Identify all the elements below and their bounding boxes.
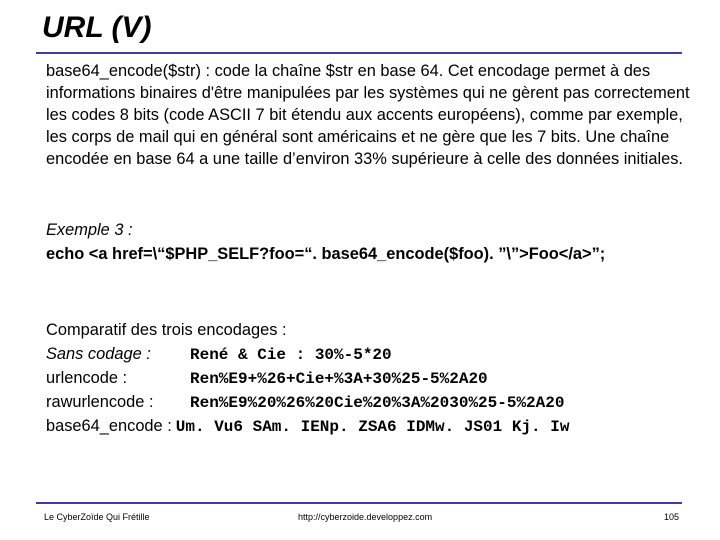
row-value: Ren%E9%20%26%20Cie%20%3A%2030%25-5%2A20 xyxy=(190,394,565,412)
footer-url: http://cyberzoide.developpez.com xyxy=(298,512,433,522)
comparison-row xyxy=(46,366,706,390)
row-label: base64_encode : xyxy=(46,417,172,435)
title-divider xyxy=(36,52,682,54)
comparison-row xyxy=(46,342,706,366)
comparison-row xyxy=(46,414,706,438)
comparison-row xyxy=(46,390,706,414)
description-paragraph xyxy=(46,60,696,170)
slide-title: URL (V) xyxy=(42,11,152,44)
comparison-block xyxy=(46,318,706,438)
row-label: rawurlencode : xyxy=(46,393,154,411)
row-value: Ren%E9+%26+Cie+%3A+30%25-5%2A20 xyxy=(190,370,488,388)
row-label: urlencode : xyxy=(46,369,128,387)
comparison-heading: Comparatif des trois encodages : xyxy=(46,321,287,339)
footer-divider xyxy=(36,502,682,504)
function-signature: base64_encode($str) xyxy=(46,62,201,80)
page-number: 105 xyxy=(664,512,680,522)
footer-author: Le CyberZoïde Qui Frétille xyxy=(44,512,150,522)
row-value: René & Cie : 30%-5*20 xyxy=(190,346,392,364)
row-value: Um. Vu6 SAm. IENp. ZSA6 IDMw. JS01 Kj. Iw xyxy=(175,418,570,436)
example-block xyxy=(46,218,706,266)
example-label: Exemple 3 : xyxy=(46,221,133,239)
example-code: echo <a href=\“$PHP_SELF?foo=“. base64_encode($foo). ”\”>Foo</a>”; xyxy=(46,245,606,263)
row-label: Sans codage : xyxy=(46,345,151,363)
description-text: : code la chaîne $str en base 64. Cet encodage permet à des informations binaires d'être manipulées par les systèmes qui ne gèrent pas correctement les codes 8 bits (code ASCII 7 bit étendu aux accents européens), comme par exemple, les corps de mail qui en général sont américains et ne gère que les 7 bits. Une chaîne encodée en base 64 a une taille d’environ 33% supérieure à celle des données initiales. xyxy=(46,62,690,168)
